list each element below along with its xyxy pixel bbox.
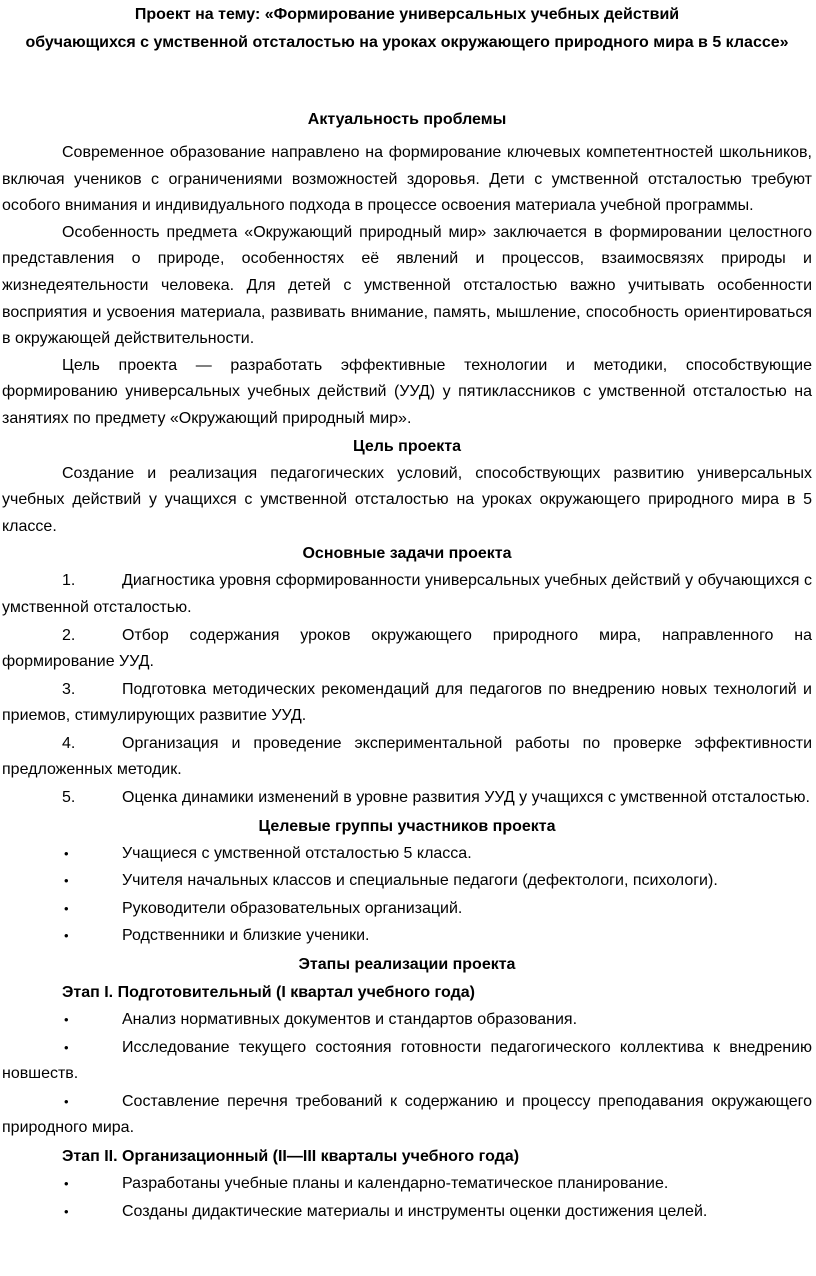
stages-heading: Этапы реализации проекта bbox=[298, 956, 516, 974]
document-title-line-2: обучающихся с умственной отсталостью на уроках окружающего природного мира в 5 классе» bbox=[25, 34, 789, 51]
actuality-paragraph-3: Цель проекта — разработать эффективные технологии и методики, способствующие формированию универсальных учебных действий (УУД) у пятиклассников с умственной отсталостью на занятиях по предмету «Окружающий природный мир». bbox=[2, 356, 812, 427]
target-groups-heading: Целевые группы участников проекта bbox=[258, 817, 556, 835]
bullet-icon: • bbox=[64, 928, 69, 944]
task-text: Диагностика уровня сформированности универсальных учебных действий у обучающихся с умственной отсталостью. bbox=[2, 572, 812, 616]
goal-heading: Цель проекта bbox=[352, 437, 462, 455]
task-number: 4. bbox=[62, 734, 76, 752]
stage-2-item bbox=[2, 1199, 812, 1227]
target-group-item bbox=[2, 896, 812, 924]
bullet-icon: • bbox=[64, 1176, 69, 1191]
task-item bbox=[2, 623, 812, 677]
bullet-icon: • bbox=[64, 1203, 69, 1219]
task-item bbox=[2, 785, 812, 813]
actuality-paragraph-2: Особенность предмета «Окружающий природный мир» заключается в формировании целостного представления о природе, особенностях её явлений и процессов, взаимосвязях природы и жизнедеятельности человека. Для детей с умственной отсталостью важно учитывать особенности восприятия и усвоения материала, развивать внимание, память, мышление, способность ориентироваться в окружающей действительности. bbox=[2, 223, 812, 348]
target-group-item bbox=[2, 868, 812, 896]
task-number: 1. bbox=[62, 572, 76, 590]
bullet-icon: • bbox=[64, 1039, 69, 1055]
task-number: 3. bbox=[62, 680, 76, 698]
actuality-paragraph-1: Современное образование направлено на формирование ключевых компетентностей школьников, включая учеников с ограничениями возможностей здоровья. Дети с умственной отсталостью требуют особого внимания и индивидуального подхода в процессе освоения материала учебной программы. bbox=[2, 144, 812, 215]
bullet-icon: • bbox=[64, 1093, 69, 1109]
task-item bbox=[2, 568, 812, 622]
target-group-text: Руководители образовательных организаций. bbox=[122, 899, 463, 917]
task-number: 2. bbox=[62, 626, 76, 644]
goal-text: Создание и реализация педагогических условий, способствующих развитию универсальных учебных действий у учащихся с умственной отсталостью на уроках окружающего природного мира в 5 классе. bbox=[2, 464, 812, 535]
stage-2-title: Этап II. Организационный (II—III кварталы учебного года) bbox=[62, 1148, 520, 1165]
stage-1-item bbox=[2, 1007, 812, 1035]
target-group-text: Учащиеся с умственной отсталостью 5 класса. bbox=[122, 844, 472, 862]
stage-1-item-text: Анализ нормативных документов и стандартов образования. bbox=[122, 1011, 578, 1029]
bullet-icon: • bbox=[64, 873, 69, 889]
actuality-heading: Актуальность проблемы bbox=[307, 111, 507, 128]
task-item bbox=[2, 677, 812, 731]
task-number: 5. bbox=[62, 789, 76, 807]
stage-1-item bbox=[2, 1035, 812, 1089]
task-text: Оценка динамики изменений в уровне развития УУД у учащихся с умственной отсталостью. bbox=[122, 789, 810, 807]
stage-1-title: Этап I. Подготовительный (I квартал учебного года) bbox=[62, 984, 475, 1002]
target-group-item bbox=[2, 841, 812, 869]
target-group-text: Родственники и близкие ученики. bbox=[122, 927, 370, 945]
target-group-item bbox=[2, 923, 812, 951]
tasks-heading: Основные задачи проекта bbox=[302, 545, 512, 563]
bullet-icon: • bbox=[64, 1012, 69, 1028]
task-text: Отбор содержания уроков окружающего природного мира, направленного на формирование УУД. bbox=[2, 626, 812, 671]
bullet-icon: • bbox=[64, 845, 69, 861]
task-text: Подготовка методических рекомендаций для педагогов по внедрению новых технологий и приемов, стимулирующих развитие УУД. bbox=[2, 680, 812, 725]
document-title-line-1: Проект на тему: «Формирование универсальных учебных действий bbox=[134, 6, 680, 23]
task-text: Организация и проведение экспериментальной работы по проверке эффективности предложенных методик. bbox=[2, 734, 812, 779]
target-group-text: Учителя начальных классов и специальные педагоги (дефектологи, психологи). bbox=[122, 872, 718, 890]
task-item bbox=[2, 731, 812, 785]
stage-1-item-text: Составление перечня требований к содержанию и процессу преподавания окружающего природного мира. bbox=[2, 1092, 812, 1137]
stage-1-item-text: Исследование текущего состояния готовности педагогического коллектива к внедрению новшеств. bbox=[2, 1038, 812, 1083]
stage-2-item-text: Разработаны учебные планы и календарно-тематическое планирование. bbox=[122, 1175, 669, 1192]
stage-2-item bbox=[2, 1171, 812, 1199]
bullet-icon: • bbox=[64, 900, 69, 916]
stage-2-item-text: Созданы дидактические материалы и инструменты оценки достижения целей. bbox=[122, 1202, 708, 1220]
stage-1-item bbox=[2, 1089, 812, 1143]
